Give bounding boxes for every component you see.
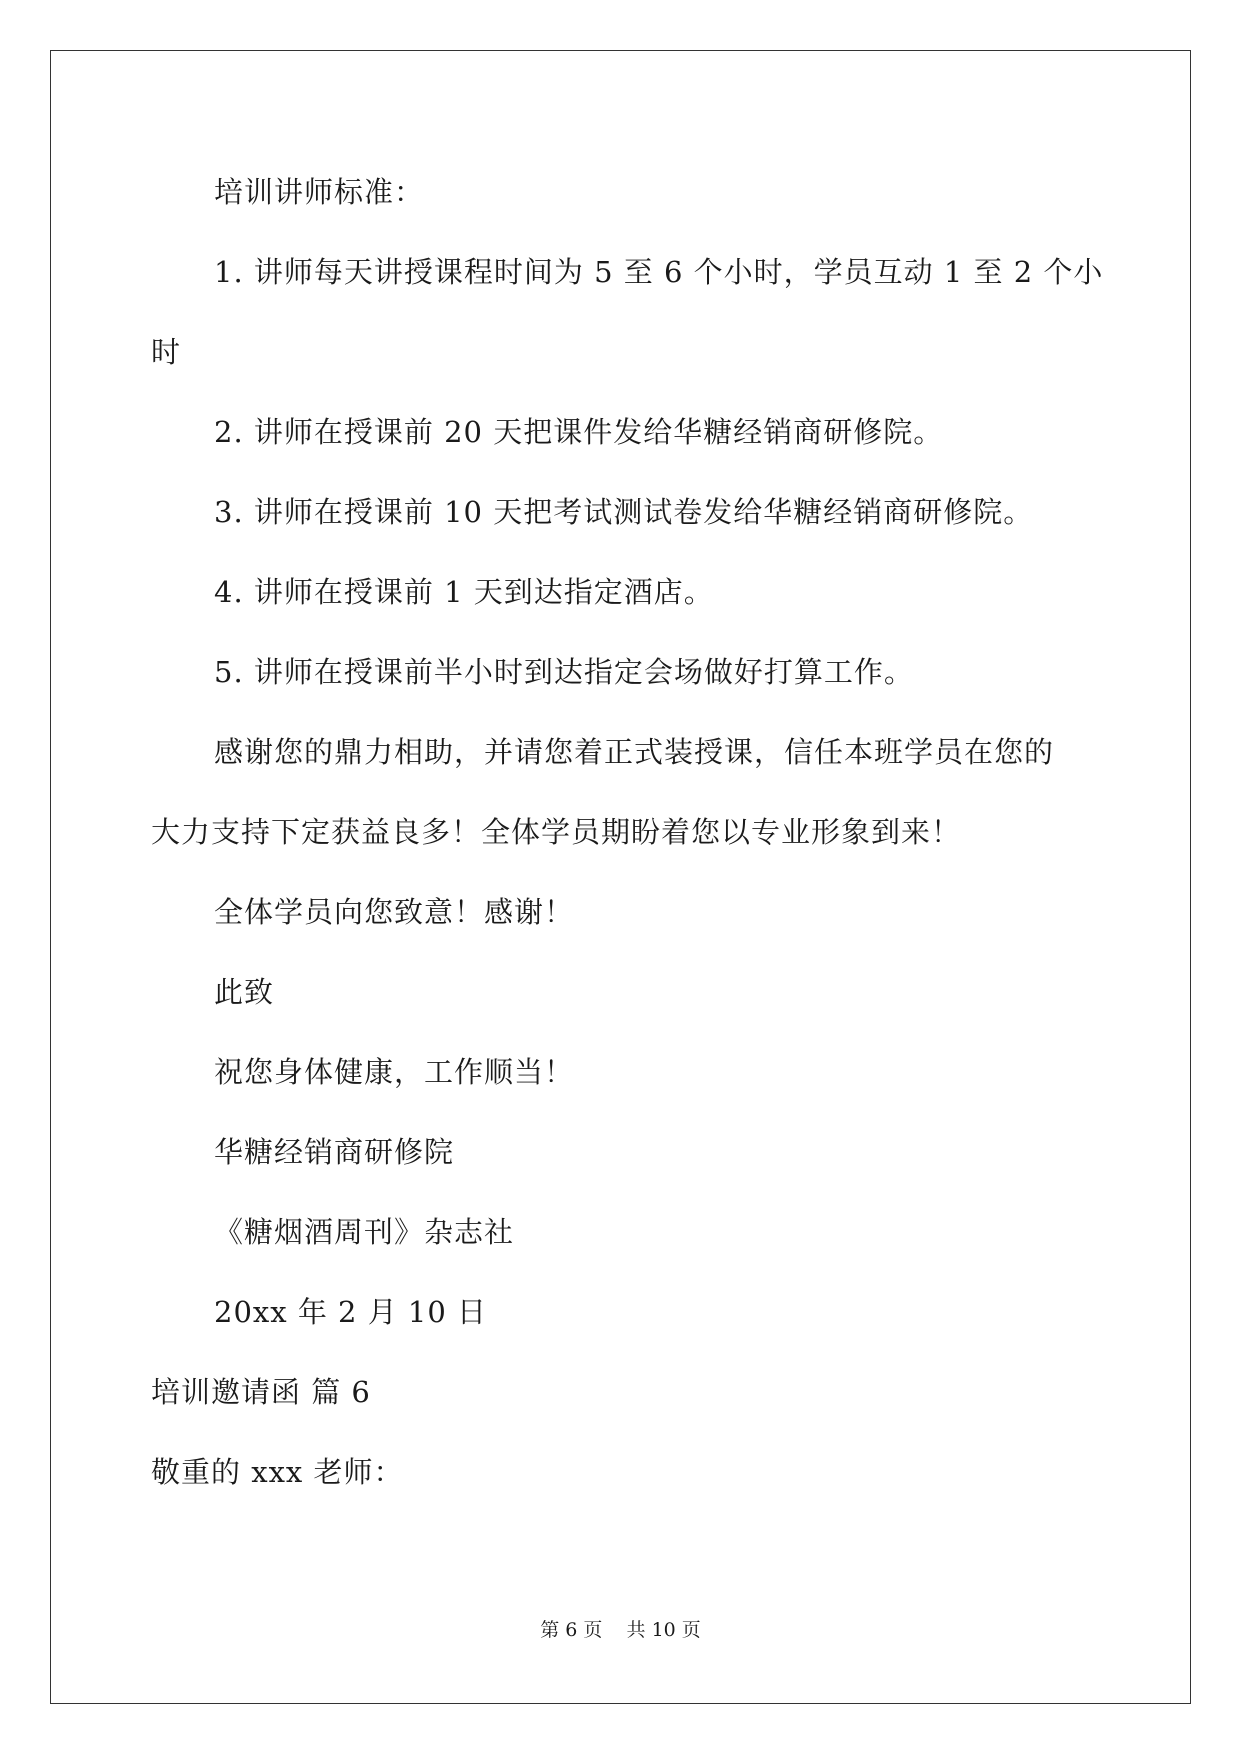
standard-item-1-continuation: 时 [151,335,182,369]
closing-line: 此致 [214,975,275,1009]
standard-item-4: 4. 讲师在授课前 1 天到达指定酒店。 [214,575,714,609]
letter-date: 20xx 年 2 月 10 日 [214,1295,488,1329]
standard-item-1: 1. 讲师每天讲授课程时间为 5 至 6 个小时，学员互动 1 至 2 个小 [214,255,1104,289]
salutation-line: 敬重的 xxx 老师： [151,1455,404,1489]
wishes-line: 祝您身体健康，工作顺当！ [214,1055,575,1089]
standard-item-5: 5. 讲师在授课前半小时到达指定会场做好打算工作。 [214,655,914,689]
salute-line: 全体学员向您致意！感谢！ [214,895,575,929]
section-title: 培训邀请函 篇 6 [151,1375,371,1409]
thanks-paragraph-line-2: 大力支持下定获益良多！全体学员期盼着您以专业形象到来！ [151,815,962,849]
standard-item-3: 3. 讲师在授课前 10 天把考试测试卷发给华糖经销商研修院。 [214,495,1034,529]
thanks-paragraph-line-1: 感谢您的鼎力相助，并请您着正式装授课，信任本班学员在您的 [214,735,1055,769]
signature-magazine: 《糖烟酒周刊》杂志社 [214,1215,515,1249]
standard-item-2: 2. 讲师在授课前 20 天把课件发给华糖经销商研修院。 [214,415,944,449]
page-number-footer: 第 6 页 共 10 页 [540,1619,701,1641]
signature-organization: 华糖经销商研修院 [214,1135,455,1169]
standards-heading: 培训讲师标准： [214,175,425,209]
